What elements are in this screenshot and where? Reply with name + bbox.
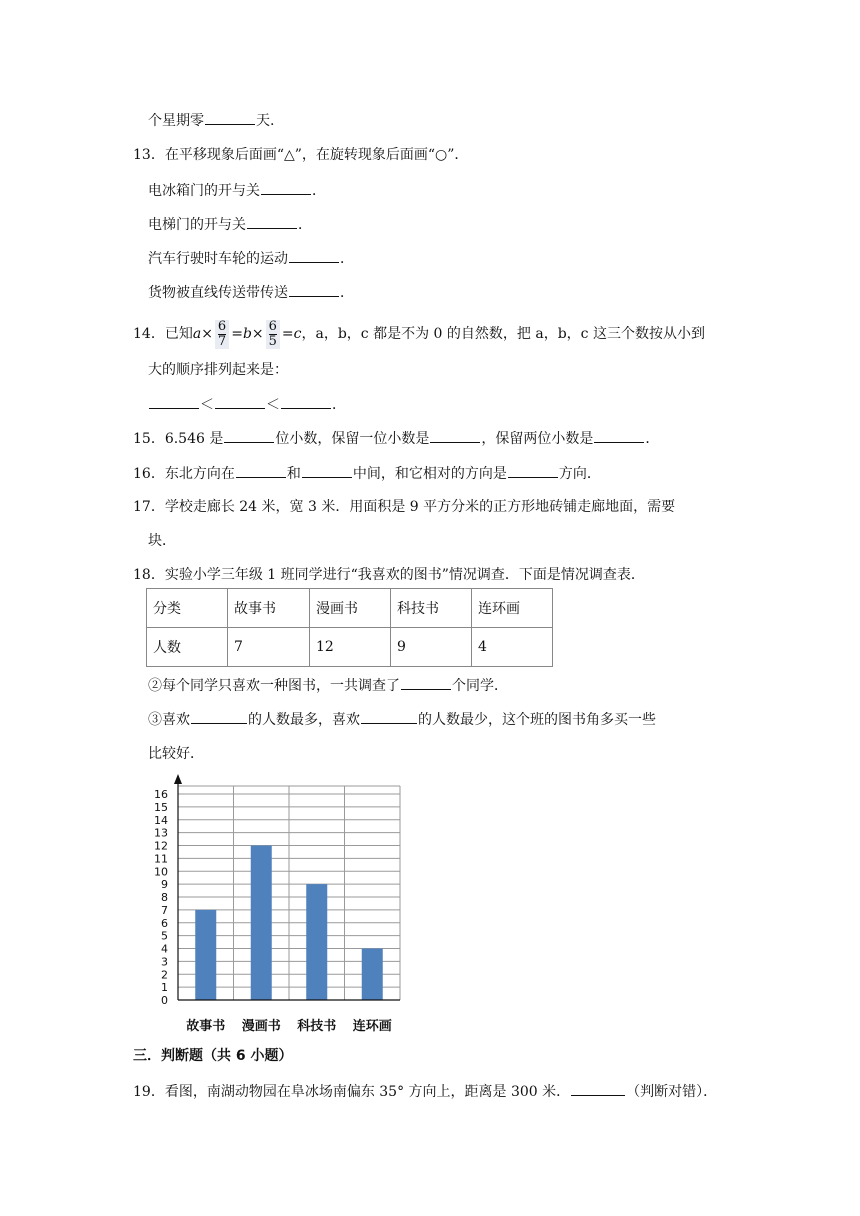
y-axis-arrow: [174, 774, 182, 784]
table-row: [147, 628, 553, 667]
y-tick-label: 9: [161, 878, 168, 892]
q16-text: 16．东北方向在: [133, 466, 235, 482]
q13-item-text: 货物被直线传送带传送: [148, 285, 288, 301]
table-cell: 人数: [147, 628, 228, 667]
table-row: [147, 589, 553, 628]
answer-blank[interactable]: [361, 709, 417, 724]
q16: [133, 463, 601, 484]
q18-part2: [148, 675, 508, 696]
y-tick-label: 2: [161, 968, 168, 982]
q13-item: [148, 214, 312, 235]
y-tick-label: 11: [154, 852, 168, 866]
answer-blank[interactable]: [594, 428, 644, 443]
table-cell: 漫画书: [310, 589, 391, 628]
q18-text: 个同学．: [452, 678, 508, 694]
q12-prefix: 个星期零: [148, 113, 204, 129]
q16-text: 中间，和它相对的方向是: [352, 466, 507, 482]
answer-blank[interactable]: [430, 428, 480, 443]
y-tick-label: 16: [154, 788, 168, 801]
q18-stem: 18．实验小学三年级 1 班同学进行“我喜欢的图书”情况调查．下面是情况调查表．: [133, 567, 645, 583]
q14-line1: [133, 318, 705, 350]
q18-part3-line2: 比较好．: [148, 746, 204, 762]
x-tick-label: 连环画: [352, 1019, 392, 1034]
numerator: 6: [217, 318, 227, 334]
q16-text: 方向．: [558, 466, 601, 482]
y-tick-label: 15: [154, 800, 168, 814]
q13-item-text: 电梯门的开与关: [148, 217, 246, 233]
answer-blank[interactable]: [302, 463, 352, 478]
q14-number: 14．已知: [133, 326, 193, 342]
q17-line1: 17．学校走廊长 24 米，宽 3 米．用面积是 9 平方分米的正方形地砖铺走廊地面，需要: [133, 499, 676, 515]
q19-text: （判断对错）．: [626, 1084, 718, 1100]
table-cell: 7: [228, 628, 310, 667]
answer-blank[interactable]: [149, 394, 199, 409]
var-c: c: [293, 326, 302, 342]
answer-blank[interactable]: [289, 248, 339, 263]
times-sign: ×: [251, 326, 264, 342]
period: ．: [332, 397, 346, 413]
bar: [251, 846, 272, 1001]
x-tick-label: 科技书: [297, 1019, 337, 1034]
q14-line2: 大的顺序排列起来是：: [148, 362, 288, 378]
y-tick-label: 1: [161, 981, 168, 995]
period: ．: [340, 285, 354, 301]
q17-line2: 块．: [148, 533, 176, 549]
times-sign: ×: [201, 326, 213, 342]
y-tick-label: 13: [154, 826, 168, 840]
y-tick-label: 8: [161, 891, 168, 904]
answer-blank[interactable]: [401, 675, 451, 690]
y-tick-label: 0: [161, 994, 168, 1007]
answer-blank[interactable]: [289, 282, 339, 297]
table-cell: 连环画: [472, 589, 553, 628]
q15-text: 15．6.546 是: [133, 431, 224, 447]
y-tick-label: 3: [161, 955, 168, 969]
q14-answer: [148, 394, 346, 415]
q13-item: [148, 282, 354, 303]
answer-blank[interactable]: [508, 463, 558, 478]
survey-table: [146, 588, 553, 667]
answer-blank[interactable]: [205, 110, 255, 125]
fraction-6-7: [215, 320, 229, 349]
var-a: a: [192, 326, 202, 342]
table-cell: 9: [391, 628, 472, 667]
table-cell: 科技书: [391, 589, 472, 628]
q18-text: ③喜欢: [148, 712, 190, 728]
table-cell: 故事书: [228, 589, 310, 628]
y-tick-label: 10: [154, 865, 168, 879]
q19: [133, 1081, 717, 1102]
q12-tail: [148, 110, 274, 131]
numerator: 6: [268, 318, 277, 334]
q18-text: 的人数最多，喜欢: [248, 712, 360, 728]
equals-sign: =: [281, 326, 294, 342]
q13-item-text: 电冰箱门的开与关: [148, 183, 260, 199]
q18-part3: [148, 709, 656, 730]
denominator: 5: [268, 333, 277, 349]
var-b: b: [242, 326, 252, 342]
q19-text: 19．看图，南湖动物园在阜冰场南偏东 35° 方向上，距离是 300 米．: [133, 1084, 571, 1100]
answer-blank[interactable]: [571, 1081, 625, 1096]
section-title: 三．判断题（共 6 小题）: [133, 1048, 293, 1064]
bar-chart: [140, 772, 430, 1037]
x-tick-label: 故事书: [186, 1019, 226, 1034]
answer-blank[interactable]: [261, 180, 311, 195]
answer-blank[interactable]: [224, 428, 274, 443]
equals-sign: =: [231, 326, 243, 342]
period: ．: [312, 183, 326, 199]
y-tick-label: 12: [154, 839, 168, 853]
y-tick-label: 6: [161, 916, 168, 930]
answer-blank[interactable]: [281, 394, 331, 409]
table-cell: 4: [472, 628, 553, 667]
q14-text: ，a，b，c 都是不为 0 的自然数，把 a，b，c 这三个数按从小到: [301, 326, 705, 342]
less-than: ＜: [200, 397, 214, 413]
bar: [195, 910, 216, 1000]
period: ．: [645, 431, 660, 447]
fraction-6-5: [266, 320, 280, 349]
y-tick-label: 4: [161, 942, 168, 956]
q16-text: 和: [286, 466, 301, 482]
y-tick-label: 14: [154, 813, 168, 827]
period: ．: [340, 251, 354, 267]
q13-stem: 13．在平移现象后面画“△”，在旋转现象后面画“○”．: [133, 147, 469, 163]
period: ．: [298, 217, 312, 233]
answer-blank[interactable]: [191, 709, 247, 724]
answer-blank[interactable]: [247, 214, 297, 229]
q13-item: [148, 180, 326, 201]
q13-item-text: 汽车行驶时车轮的运动: [148, 251, 288, 267]
answer-blank[interactable]: [236, 463, 286, 478]
q15: [133, 428, 659, 449]
q15-text: ，保留两位小数是: [481, 431, 594, 447]
q18-text: ②每个同学只喜欢一种图书，一共调查了: [148, 678, 400, 694]
table-cell: 分类: [147, 589, 228, 628]
q18-text: 的人数最少，这个班的图书角多买一些: [418, 712, 656, 728]
table-cell: 12: [310, 628, 391, 667]
less-than: ＜: [266, 397, 280, 413]
denominator: 7: [217, 333, 227, 349]
x-tick-label: 漫画书: [241, 1019, 281, 1034]
bar: [362, 949, 383, 1001]
q12-suffix: 天.: [256, 113, 275, 129]
answer-blank[interactable]: [215, 394, 265, 409]
q15-text: 位小数，保留一位小数是: [275, 431, 430, 447]
bar: [306, 884, 327, 1000]
q13-item: [148, 248, 354, 269]
y-tick-label: 5: [161, 929, 168, 943]
y-tick-label: 7: [161, 903, 168, 917]
